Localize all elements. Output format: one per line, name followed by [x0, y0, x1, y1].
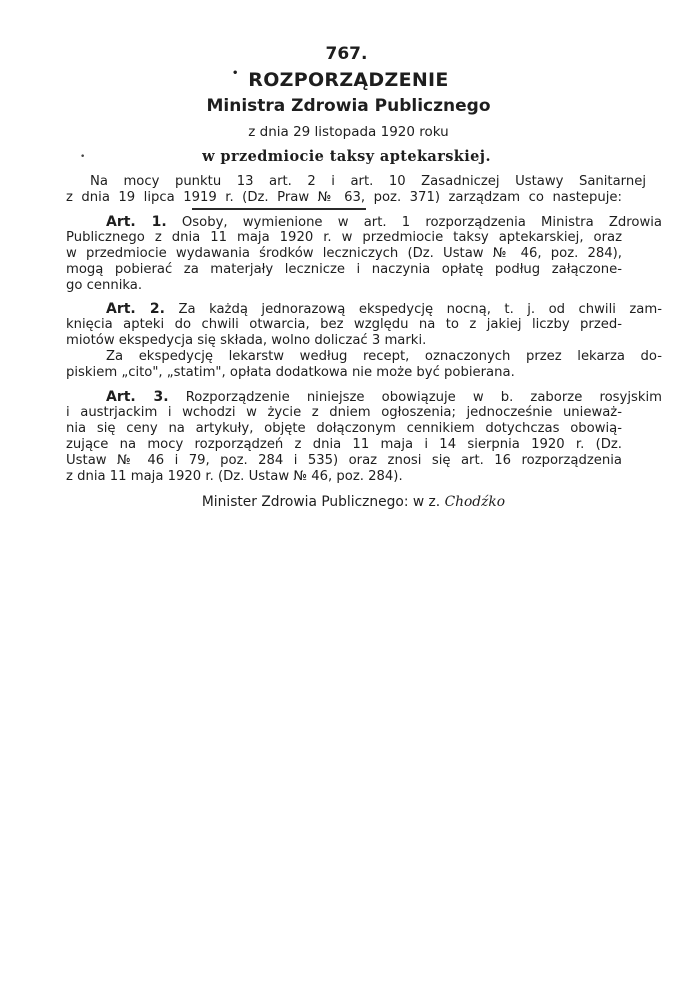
ink-speck: •	[80, 152, 86, 162]
art3-first-text: Rozporządzenie niniejsze obowiązuje w b. zaborze rosyjskim	[185, 390, 663, 405]
art1-line: Publicznego z dnia 11 maja 1920 r. w przedmiocie taksy aptekarskiej, oraz	[66, 230, 622, 245]
art3-line: Ustaw № 46 i 79, poz. 284 i 535) oraz znosi się art. 16 rozporządzenia	[66, 453, 622, 468]
art3-label: Art. 3.	[106, 389, 169, 405]
art2-label: Art. 2.	[106, 301, 165, 317]
art1-first-line	[66, 214, 662, 231]
art2-line: knięcia apteki do chwili otwarcia, bez względu na to z jakiej liczby przed-	[66, 317, 622, 332]
art3-line: i austrjackim i wchodzi w życie z dniem ogłoszenia; jednocześnie unieważ-	[66, 405, 622, 420]
art2-first-line	[66, 301, 662, 318]
art1-line: go cennika.	[66, 278, 143, 293]
art3-line: nia się ceny na artykuły, objęte dołączonym cennikiem dotychczas obowią-	[66, 421, 622, 436]
issuing-authority: Ministra Zdrowia Publicznego	[206, 96, 491, 116]
art1-line: w przedmiocie wydawania środków leczniczych (Dz. Ustaw № 46, poz. 284),	[66, 246, 622, 261]
print-mark: •	[232, 68, 239, 79]
document-title: ROZPORZĄDZENIE	[248, 69, 449, 91]
art1-label: Art. 1.	[106, 214, 167, 230]
document-number: 767.	[325, 44, 368, 64]
signature-line	[0, 494, 689, 510]
preamble-line-1: Na mocy punktu 13 art. 2 i art. 10 Zasadniczej Ustawy Sanitarnej	[90, 174, 646, 189]
art3-line: zujące na mocy rozporządzeń z dnia 11 maja i 14 sierpnia 1920 r. (Dz.	[66, 437, 622, 452]
art1-first-text: Osoby, wymienione w art. 1 rozporządzenia Ministra Zdrowia	[181, 215, 662, 230]
art1-line: mogą pobierać za materjały lecznicze i naczynia opłatę podług załączone-	[66, 262, 622, 277]
issue-date: z dnia 29 listopada 1920 roku	[248, 124, 449, 140]
art2-para2-line: piskiem „cito", „statim", opłata dodatkowa nie może być pobierana.	[66, 365, 515, 380]
signature-prefix: Minister Zdrowia Publicznego: w z.	[201, 494, 441, 510]
art3-line: z dnia 11 maja 1920 r. (Dz. Ustaw № 46, poz. 284).	[66, 469, 403, 484]
art2-first-text: Za każdą jednorazową ekspedycję nocną, t. j. od chwili zam-	[178, 302, 662, 317]
art2-para2-line: Za ekspedycję lekarstw według recept, oznaczonych przez lekarza do-	[106, 349, 662, 364]
underline-rule	[192, 208, 366, 210]
signatory-name: Chodźko	[444, 494, 506, 510]
preamble-line-2: z dnia 19 lipca 1919 r. (Dz. Praw № 63, poz. 371) zarządzam co nastepuje:	[66, 190, 622, 205]
art3-first-line	[66, 389, 662, 406]
art2-line: miotów ekspedycja się składa, wolno doliczać 3 marki.	[66, 333, 427, 348]
document-subject: w przedmiocie taksy aptekarskiej.	[202, 148, 491, 165]
